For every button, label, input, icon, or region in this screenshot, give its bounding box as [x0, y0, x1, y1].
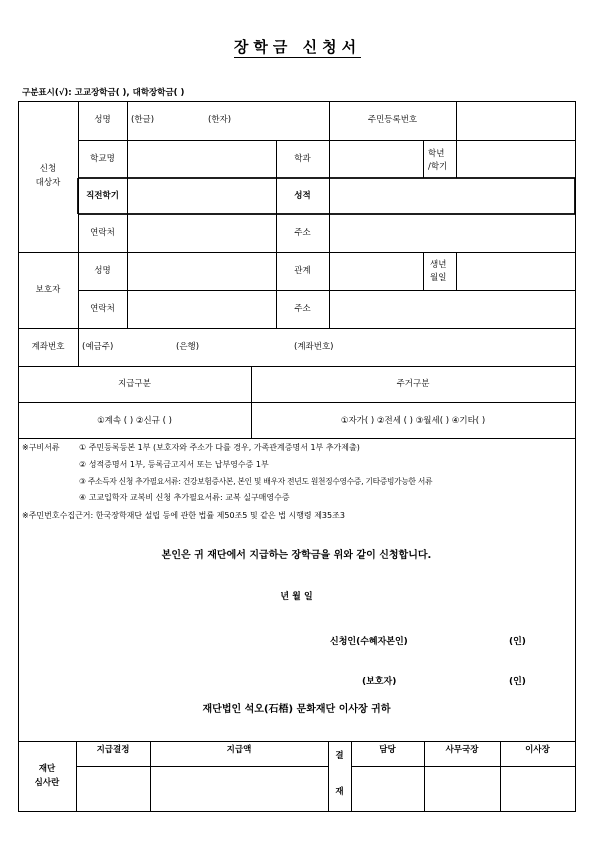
applicant-sign-label: 신청인(수혜자본인) — [330, 637, 408, 647]
account-label: 계좌번호 — [31, 342, 65, 352]
document-item: ② 성적증명서 1부, 등록금고지서 또는 납부영수증 1부 — [79, 460, 269, 469]
category-mark-line: 구분표시(√): 고교장학금( ), 대학장학금( ) — [22, 88, 185, 98]
guardian-seal: (인) — [509, 677, 526, 687]
account-number-label: (계좌번호) — [294, 342, 334, 352]
name-korean-label: (한글) — [131, 115, 155, 125]
decision-header: 지급결정 — [96, 745, 130, 755]
review-label: 재단 심사란 — [34, 764, 60, 788]
guardian-contact-label: 연락처 — [90, 304, 115, 314]
documents-label: ※구비서류 — [22, 443, 60, 452]
document-item: ③ 주소득자 신청 추가필요서류: 건강보험증사본, 본인 및 배우자 전년도 원천징수영수증, 기타증빙가능한 서류 — [79, 477, 433, 486]
account-holder-label: (예금주) — [82, 342, 114, 352]
document-item: ① 주민등록등본 1부 (보호자와 주소가 다를 경우, 가족관계증명서 1부 추가제출) — [79, 443, 360, 452]
amount-header: 지급액 — [226, 745, 252, 755]
grades-label: 성적 — [294, 191, 311, 201]
applicant-contact-label: 연락처 — [90, 228, 115, 238]
approval-label-top: 결 — [335, 751, 344, 761]
manager-header: 담당 — [379, 745, 396, 755]
chairman-header: 이사장 — [525, 745, 550, 755]
major-label: 학과 — [294, 154, 311, 164]
applicant-seal: (인) — [509, 637, 526, 647]
relation-label: 관계 — [294, 266, 311, 276]
form-title: 장학금 신청서 — [233, 38, 362, 56]
residence-type-header: 주거구분 — [396, 379, 430, 389]
residence-type-options: ①자가( ) ②전세 ( ) ③월세( ) ④기타( ) — [340, 416, 486, 426]
legal-basis: ※주민번호수집근거: 한국장학재단 설립 등에 관한 법률 제50조5 및 같은 법 시행령 제35조3 — [22, 511, 345, 520]
school-label: 학교명 — [90, 154, 115, 164]
guardian-address-label: 주소 — [294, 304, 311, 314]
payment-type-header: 지급구분 — [118, 379, 151, 389]
applicant-section-label: 신청 대상자 — [35, 164, 61, 188]
guardian-sign-label: (보호자) — [362, 677, 397, 687]
applicant-address-label: 주소 — [294, 228, 311, 238]
resident-no-label: 주민등록번호 — [367, 115, 418, 125]
birth-label: 생년 월일 — [430, 260, 447, 283]
declaration: 본인은 귀 재단에서 지급하는 장학금을 위와 같이 신청합니다. — [161, 550, 432, 561]
prev-semester-label: 직전학기 — [86, 191, 119, 201]
guardian-section-label: 보호자 — [35, 285, 61, 295]
applicant-name-label: 성명 — [94, 115, 111, 125]
document-item: ④ 고교입학자 교복비 신청 추가필요서류: 교복 실구매영수증 — [79, 493, 290, 502]
addressee: 재단법인 석오(石梧) 문화재단 이사장 귀하 — [202, 704, 391, 715]
grade-label: 학년 /학기 — [428, 149, 448, 172]
approval-label-bottom: 재 — [335, 787, 344, 797]
bank-label: (은행) — [176, 342, 200, 352]
secretary-header: 사무국장 — [445, 745, 479, 755]
name-hanja-label: (한자) — [208, 115, 232, 125]
payment-type-options: ①계속 ( ) ②신규 ( ) — [97, 416, 172, 426]
date-line: 년 월 일 — [280, 592, 313, 602]
guardian-name-label: 성명 — [94, 266, 111, 276]
